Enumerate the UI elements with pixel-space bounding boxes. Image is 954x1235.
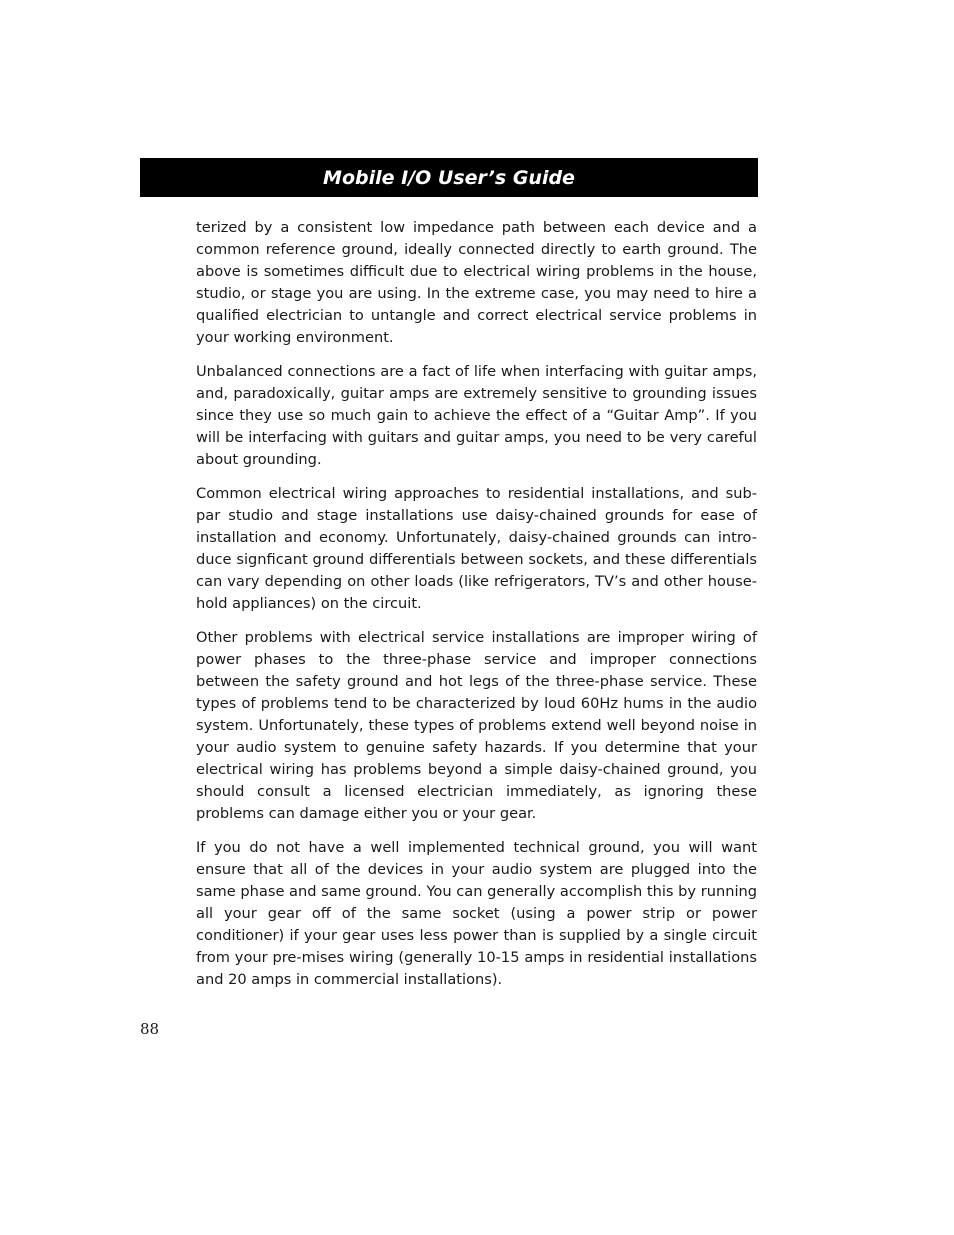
paragraph-5: If you do not have a well implemented technical ground, you will want ensure that all of the devices in your audio system are plugged into the same phase and same ground. You can generally accomplish this by running all your gear off of the same socket (using a power strip or power conditioner) if your gear uses less power than is supplied by a single circuit from your pre-mises wiring (generally 10-15 amps in residential installations and 20 amps in commercial installations). [196,839,758,988]
body-text [196,217,757,1003]
page-header-title: Mobile I/O User’s Guide [323,166,575,189]
paragraph-2: Unbalanced connections are a fact of life when interfacing with guitar amps, and, paradoxically, guitar amps are extremely sensitive to grounding issues since they use so much gain to achieve the effect of a “Guitar Amp”. If you will be interfacing with guitars and guitar amps, you need to be very careful about grounding. [196,363,757,468]
paragraph-3: Common electrical wiring approaches to residential installations, and sub-par studio and stage installations use daisy-chained grounds for ease of installation and economy. Unfortunately, daisy-chained grounds can intro-duce signficant ground differentials between sockets, and these differentials can vary depending on other loads (like refrigerators, TV’s and other house-hold appliances) on the circuit. [196,485,757,612]
header-bar [140,158,758,197]
paragraph-1: terized by a consistent low impedance path between each device and a common reference ground, ideally connected directly to earth ground. The above is sometimes difficult due to electrical wiring problems in the house, studio, or stage you are using. In the extreme case, you may need to hire a qualified electrician to untangle and correct electrical service problems in your working environment. [196,219,757,346]
page-number: 88 [140,1020,160,1038]
paragraph-4: Other problems with electrical service installations are improper wiring of power phases to the three-phase service and improper connections between the safety ground and hot legs of the three-phase service. These types of problems tend to be characterized by loud 60Hz hums in the audio system. Unfortunately, these types of problems extend well beyond noise in your audio system to genuine safety hazards. If you determine that your electrical wiring has problems beyond a simple daisy-chained ground, you should consult a licensed electrician immediately, as ignoring these problems can damage either you or your gear. [196,629,757,822]
